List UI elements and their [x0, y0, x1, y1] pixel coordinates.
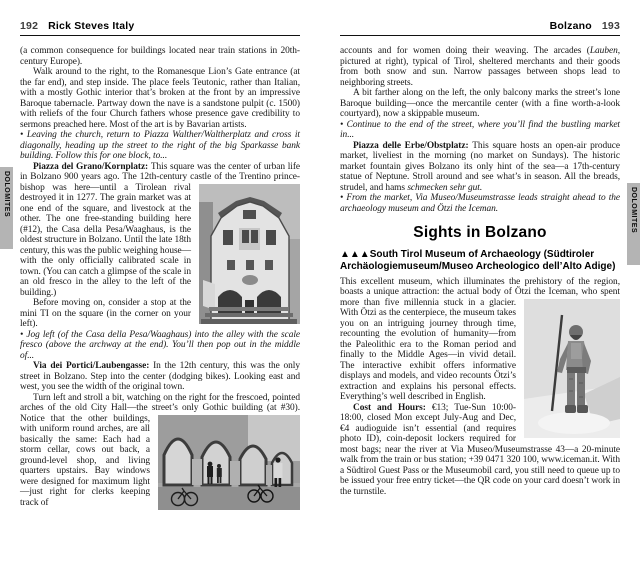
text-run: (a common consequence for buildings located near train stations in 20th-century Europe). — [20, 46, 300, 67]
text-run: Turn left and stroll a bit, watching on the right for the frescoed, pointed arches of the old City Hall—the street’s only Gothic — [20, 392, 300, 413]
text-run: Lauben — [589, 46, 618, 56]
text-run: Walk around to the right, to the Romanesque Lion’s Gate entrance (at the far end), and step inside. The place feels Teutonic, rather than Italian, with a mostly Gothic interior that’s broken at the front by an impressive Baroque tabernacle. Partway down the nave is a sandstone pulpit (c. 1500) with reliefs of the four Church fathers whose presence gave credibility to sermons preached here. Most of the art is by Bavarian artists. — [20, 67, 300, 130]
text-run: , pictured at right), typical of Tirol, sheltered merchants and their goods from both snow and sun. Narrow passages between shops lead to neighboring streets. — [340, 46, 620, 88]
text-run: A bit farther along on the left, the only balcony marks the street’s lone Baroque building—once the mercantile center (with a fine worth-a-look courtyard), now a skippable museum. — [340, 88, 620, 119]
chapter-tab-right — [627, 183, 640, 265]
paragraph — [20, 162, 300, 299]
bold-lead-in: Piazza del Grano/Kornplatz: — [33, 161, 151, 172]
bold-lead-in: Via dei Portici/Laubengasse: — [33, 361, 154, 371]
text-run: the Trentino prince-bishop was here—until a Tirolean rival destroyed it in 1277. The grain market was at one end of the square, and livestock at the other. The one free-standing building here (#12), the Casa della Pesa/Waaghaus, is the oldest structure in Bolzano. Until the late 18th century, this was the public weighing house—with the only officially calibrated scale in town. (You can catch a glimpse of the scale in an old fresco in the alley to the left of the building.) — [20, 172, 300, 298]
text-run: • Jog left (of the Casa della Pesa/Waaghaus) into the alley with the scale fresco (above the archway at the end). You’ll then pop out in the middle of... — [20, 329, 300, 361]
text-run: accounts and for women doing their weaving. The arcades ( — [340, 46, 590, 56]
page-header — [20, 20, 300, 32]
text-run: • Leaving the church, return to Piazza Walther/Waltherplatz and cross it diagonally, heading up the street to the right of the big Sparkasse bank building. Follow this for one block, to... — [20, 130, 300, 161]
section-heading: Sights in Bolzano — [413, 224, 547, 241]
arcade-street-photo — [158, 415, 300, 510]
text-run: This square was the center of urban life in Bolzano 900 years ago. The 12th-century castle of — [20, 161, 300, 182]
bold-lead-in: Piazza delle Erbe/Obstplatz: — [353, 140, 473, 151]
page-body — [20, 46, 300, 508]
page-right — [320, 0, 640, 568]
walking-directions-note — [340, 120, 620, 141]
chapter-tab-left — [0, 167, 13, 249]
bold-lead-in: Cost and Hours: — [353, 402, 432, 413]
text-run: In the 12th century, this was the only street in Bolzano. Step into the center (dodging bikes). Looking east and west, you see the width of the original town. — [20, 361, 300, 392]
header-rule — [20, 35, 300, 36]
book-title-header: Rick Steves Italy — [48, 20, 135, 32]
chapter-title-header: Bolzano — [549, 20, 592, 32]
chapter-tab-label: DOLOMITES — [3, 171, 10, 218]
text-run: • Continue to the end of the street, where you’ll find the bustling market in... — [340, 119, 620, 140]
paragraph — [20, 393, 300, 509]
text-run: • From the market, Via Museo/Museumstrasse leads straight ahead to the archaeology museum and Ötzi the Iceman. — [340, 193, 620, 214]
page-header — [340, 20, 620, 32]
sight-listing-title: ▲▲▲South Tirol Museum of Archaeology (Südtiroler Archäologiemuseum/Museo Archeologico dell’Alto Adige) — [340, 249, 616, 273]
page-body — [340, 46, 620, 497]
paragraph — [340, 88, 620, 120]
text-run: Before moving on, consider a stop at the mini TI on the square (in the corner on your left). — [20, 298, 191, 329]
chapter-tab-label: DOLOMITES — [630, 187, 637, 234]
paragraph — [340, 46, 620, 88]
walking-directions-note — [20, 330, 300, 362]
paragraph — [340, 141, 620, 194]
paragraph — [20, 46, 300, 67]
text-run: building (at #30). Notice that the other buildings, with uniform round arches, are all basically the same: Each had a storm cellar, cows out back, a ground-level shop, and living quarters upstairs. Bay windows were designed for maximum light—just right for clerks keeping track of — [20, 403, 300, 508]
paragraph — [340, 277, 620, 403]
otzi-iceman-photo — [524, 299, 620, 438]
header-rule — [340, 35, 620, 36]
text-run: schmecken sehr gut. — [407, 182, 483, 193]
text-run: €13; Tue-Sun 10:00-18:00, closed Mon except July-Aug and Dec, €4 audioguide isn’t essential (and requires photo ID), coin-deposit lockers required for most bags; near the river at Via Museo/Museumstrasse 43—a 20-minute walk from the train or bus station; +39 0471 320 100, www.iceman.it. With a Südtirol Guest Pass or the Museumobil card, you still need to queue up to be issued your free entry ticket—the QR code on your card doesn’t work in the turnstile. — [340, 402, 620, 497]
walking-directions-note — [20, 130, 300, 162]
waaghaus-building-photo — [199, 184, 300, 324]
page-number: 193 — [601, 20, 620, 32]
text-run: This square hosts an open-air produce market, liveliest in the morning (no market on Sundays). The historic market fountain gives Bolzano its only hint of the sea—a 17th-century statue of Neptune. Stroll around and see what’s in season. All the breads, strudel, and hams — [340, 140, 620, 193]
paragraph — [20, 361, 300, 393]
text-run: who spent more than five millennia stuck in a glacier. With Ötzi as the centerpiece, the museum takes you on an intriguing journey through time, recounting the evolution of humanity—from the Paleolithic era to the Roman period and finally to the Middle Ages—in vivid detail. The interactive exhibit offers informative displays and models, and video recounts Ötzi’s extraction and explains his personal effects. Everything’s well described in English. — [340, 287, 620, 403]
walking-directions-note — [340, 193, 620, 214]
paragraph — [20, 67, 300, 130]
text-run: This excellent museum, which illuminates the prehistory of the region, boasts a unique attraction: the actual body of Ötzi the Iceman, — [340, 276, 620, 298]
page-number: 192 — [20, 20, 39, 32]
